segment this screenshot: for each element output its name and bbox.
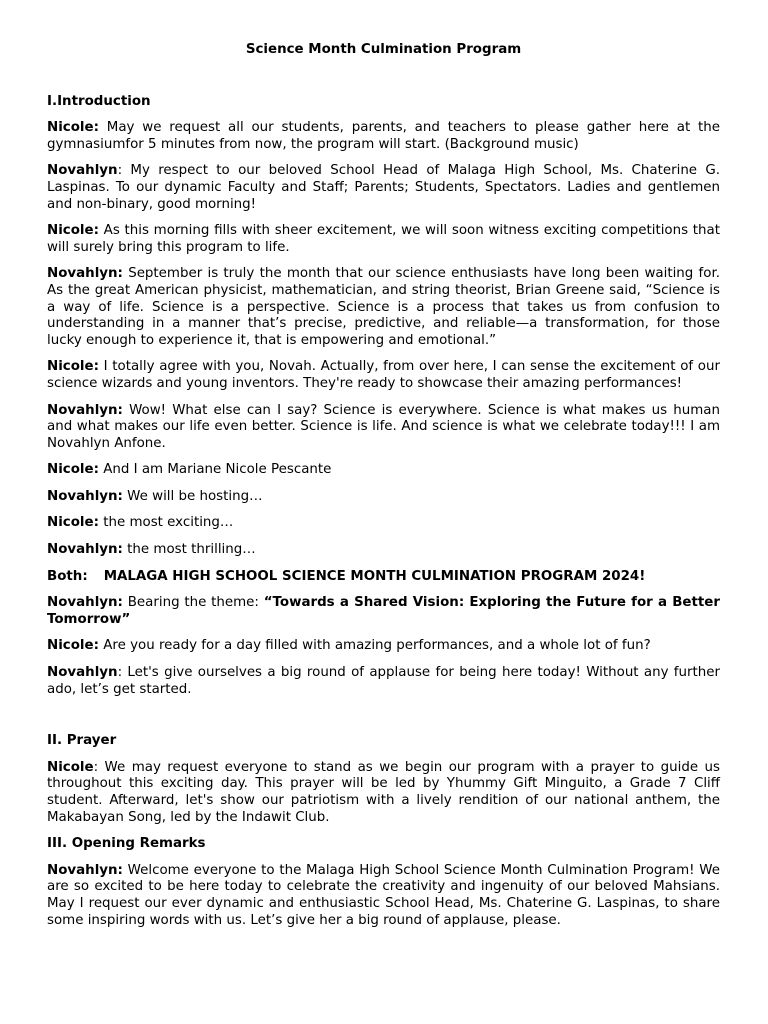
dialogue-line (47, 638, 720, 655)
speaker-label: Novahlyn (47, 665, 118, 681)
dialogue-line (47, 462, 720, 479)
dialogue-text: : We may request everyone to stand as we begin our program with a prayer to guide us throughout this exciting day. This prayer will be led by Yhummy Gift Minguito, a Grade 7 Cliff student. Afterward, let's show our patriotism with a lively rendition of our national anthem, the Makabayan Song, led by the Indawit Club. (47, 759, 720, 825)
dialogue-text: the most thrilling… (122, 542, 256, 558)
dialogue-line (47, 665, 720, 698)
theme-text: “Towards a Shared Vision: Exploring the Future for a Better Tomorrow” (47, 595, 720, 627)
speaker-label: Nicole (47, 759, 94, 775)
speaker-label: Novahlyn: (47, 862, 123, 878)
dialogue-text: Welcome everyone to the Malaga High School Science Month Culmination Program! We are so excited to be here today to celebrate the creativity and ingenuity of our beloved Mahsians. May I request our ever dynamic and enthusiastic School Head, Ms. Chaterine G. Laspinas, to share some inspiring words with us. Let’s give her a big round of applause, please. (47, 862, 720, 928)
document-page (47, 42, 720, 939)
dialogue-text: May we request all our students, parents, and teachers to please gather here at the gymnasiumfor 5 minutes from now, the program will start. (Background music) (47, 120, 720, 152)
dialogue-line (47, 403, 720, 453)
dialogue-text: September is truly the month that our science enthusiasts have long been waiting for. As the great American physicist, mathematician, and string theorist, Brian Greene said, “Science is a way of life. Science is a perspective. Science is a process that takes us from confusion to understanding in a manner that’s precise, predictive, and reliable—a transformation, for those lucky enough to experience it, that is empowering and emotional.” (47, 266, 720, 348)
speaker-label: Nicole: (47, 120, 99, 136)
speaker-label: Novahlyn: (47, 595, 123, 611)
dialogue-line (47, 515, 720, 532)
speaker-label: Both: (47, 568, 88, 584)
section-heading-opening-remarks: III. Opening Remarks (47, 836, 206, 852)
dialogue-text: We will be hosting… (122, 488, 263, 504)
dialogue-text: Wow! What else can I say? Science is everywhere. Science is what makes us human and what makes our life even better. Science is life. And science is what we celebrate today!!! I am Novahlyn Anfone. (47, 402, 720, 451)
speaker-label: Nicole: (47, 638, 99, 654)
dialogue-text: Are you ready for a day filled with amazing performances, and a whole lot of fun? (98, 638, 651, 654)
speaker-label: Novahlyn (47, 163, 118, 179)
dialogue-text: Bearing the theme: (122, 595, 264, 611)
section-spacer (47, 708, 720, 733)
speaker-label: Novahlyn: (47, 402, 123, 418)
section-heading-prayer: II. Prayer (47, 733, 117, 749)
speaker-label: Novahlyn: (47, 488, 123, 504)
dialogue-line (47, 223, 720, 256)
speaker-label: Novahlyn: (47, 266, 123, 282)
dialogue-text: I totally agree with you, Novah. Actually, from over here, I can sense the excitement of our science wizards and young inventors. They're ready to showcase their amazing performances! (47, 359, 720, 391)
dialogue-text: And I am Mariane Nicole Pescante (98, 462, 332, 478)
dialogue-line (47, 120, 720, 153)
dialogue-line (47, 359, 720, 392)
dialogue-line (47, 489, 720, 506)
dialogue-line-theme (47, 595, 720, 628)
dialogue-line (47, 863, 720, 929)
program-announcement: MALAGA HIGH SCHOOL SCIENCE MONTH CULMINATION PROGRAM 2024! (103, 568, 646, 584)
speaker-label: Nicole: (47, 462, 99, 478)
speaker-label: Nicole: (47, 515, 99, 531)
speaker-label: Novahlyn: (47, 542, 123, 558)
dialogue-line (47, 542, 720, 559)
dialogue-text: the most exciting… (98, 515, 234, 531)
document-title: Science Month Culmination Program (245, 42, 522, 57)
dialogue-line (47, 760, 720, 826)
dialogue-line-both (47, 569, 720, 586)
section-heading-introduction: I.Introduction (47, 93, 151, 109)
dialogue-text: : Let's give ourselves a big round of applause for being here today! Without any further ado, let’s get started. (47, 665, 720, 697)
dialogue-line (47, 266, 720, 349)
dialogue-line (47, 163, 720, 213)
dialogue-text: As this morning fills with sheer excitement, we will soon witness exciting competitions that will surely bring this program to life. (47, 223, 720, 255)
speaker-label: Nicole: (47, 223, 99, 239)
speaker-label: Nicole: (47, 359, 99, 375)
dialogue-text: : My respect to our beloved School Head of Malaga High School, Ms. Chaterine G. Laspinas. To our dynamic Faculty and Staff; Parents; Students, Spectators. Ladies and gentlemen and non-binary, good morning! (47, 163, 720, 212)
